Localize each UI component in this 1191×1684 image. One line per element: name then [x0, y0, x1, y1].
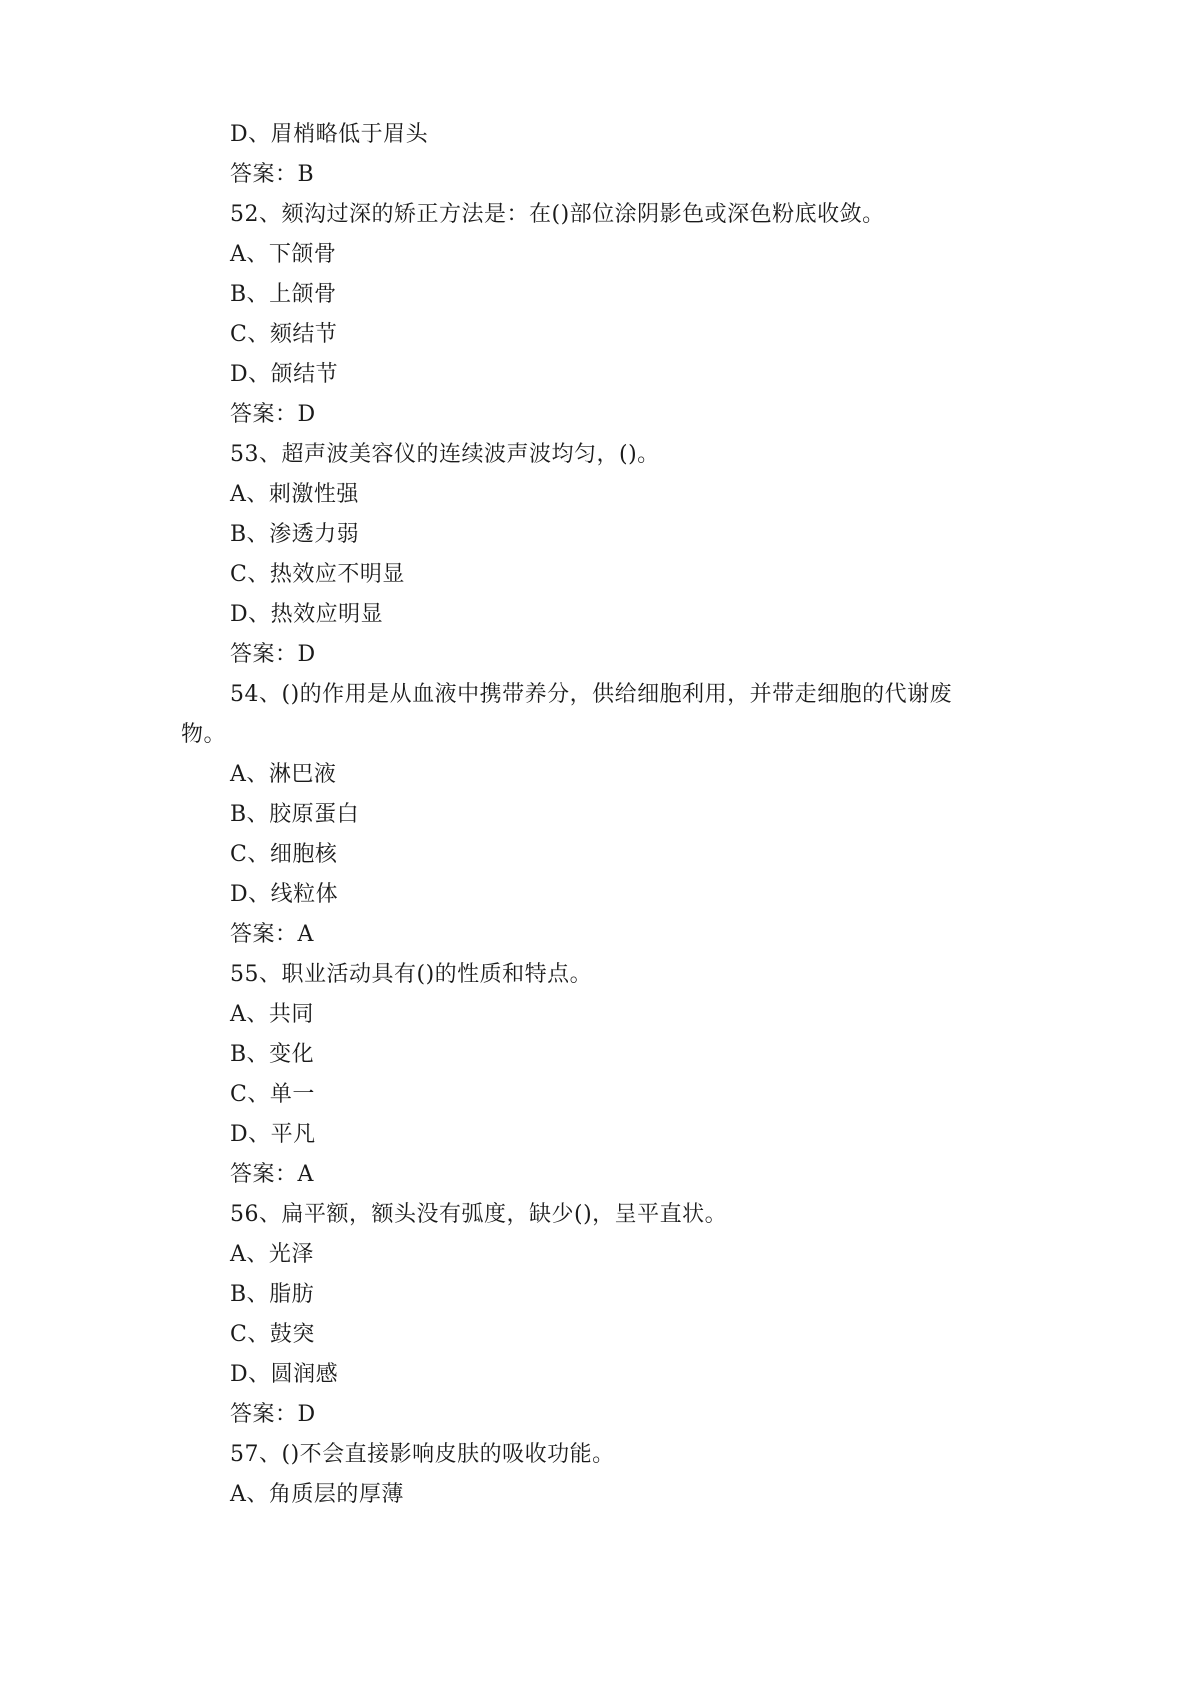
option-a-q52: A、下颌骨 — [230, 242, 337, 267]
option-a-q53: A、刺激性强 — [230, 482, 359, 507]
option-c-q52: C、颏结节 — [230, 322, 338, 347]
option-a-q55: A、共同 — [230, 1002, 314, 1027]
option-d-q51: D、眉梢略低于眉头 — [230, 122, 429, 147]
answer-q56: 答案：D — [230, 1402, 316, 1427]
answer-q54: 答案：A — [230, 922, 314, 947]
option-a-q57: A、角质层的厚薄 — [230, 1482, 404, 1507]
question-54: 54、()的作用是从血液中携带养分，供给细胞利用，并带走细胞的代谢废 — [230, 682, 953, 707]
option-b-q56: B、脂肪 — [230, 1282, 315, 1307]
answer-q53: 答案：D — [230, 642, 316, 667]
question-55: 55、职业活动具有()的性质和特点。 — [230, 962, 593, 987]
option-d-q54: D、线粒体 — [230, 882, 339, 907]
question-56: 56、扁平额，额头没有弧度，缺少()，呈平直状。 — [230, 1202, 728, 1227]
option-b-q52: B、上颌骨 — [230, 282, 337, 307]
option-d-q53: D、热效应明显 — [230, 602, 384, 627]
option-c-q56: C、鼓突 — [230, 1322, 315, 1347]
question-57: 57、()不会直接影响皮肤的吸收功能。 — [230, 1442, 615, 1467]
option-d-q52: D、颌结节 — [230, 362, 339, 387]
option-a-q56: A、光泽 — [230, 1242, 314, 1267]
option-d-q55: D、平凡 — [230, 1122, 316, 1147]
answer-q51: 答案：B — [230, 162, 315, 187]
option-b-q54: B、胶原蛋白 — [230, 802, 360, 827]
option-a-q54: A、淋巴液 — [230, 762, 337, 787]
answer-q52: 答案：D — [230, 402, 316, 427]
question-54-continuation: 物。 — [181, 722, 227, 747]
question-52: 52、颏沟过深的矫正方法是：在()部位涂阴影色或深色粉底收敛。 — [230, 202, 885, 227]
option-c-q53: C、热效应不明显 — [230, 562, 405, 587]
option-b-q53: B、渗透力弱 — [230, 522, 360, 547]
answer-q55: 答案：A — [230, 1162, 314, 1187]
option-c-q55: C、单一 — [230, 1082, 315, 1107]
option-d-q56: D、圆润感 — [230, 1362, 339, 1387]
question-53: 53、超声波美容仪的连续波声波均匀，()。 — [230, 442, 660, 467]
option-b-q55: B、变化 — [230, 1042, 315, 1067]
option-c-q54: C、细胞核 — [230, 842, 338, 867]
